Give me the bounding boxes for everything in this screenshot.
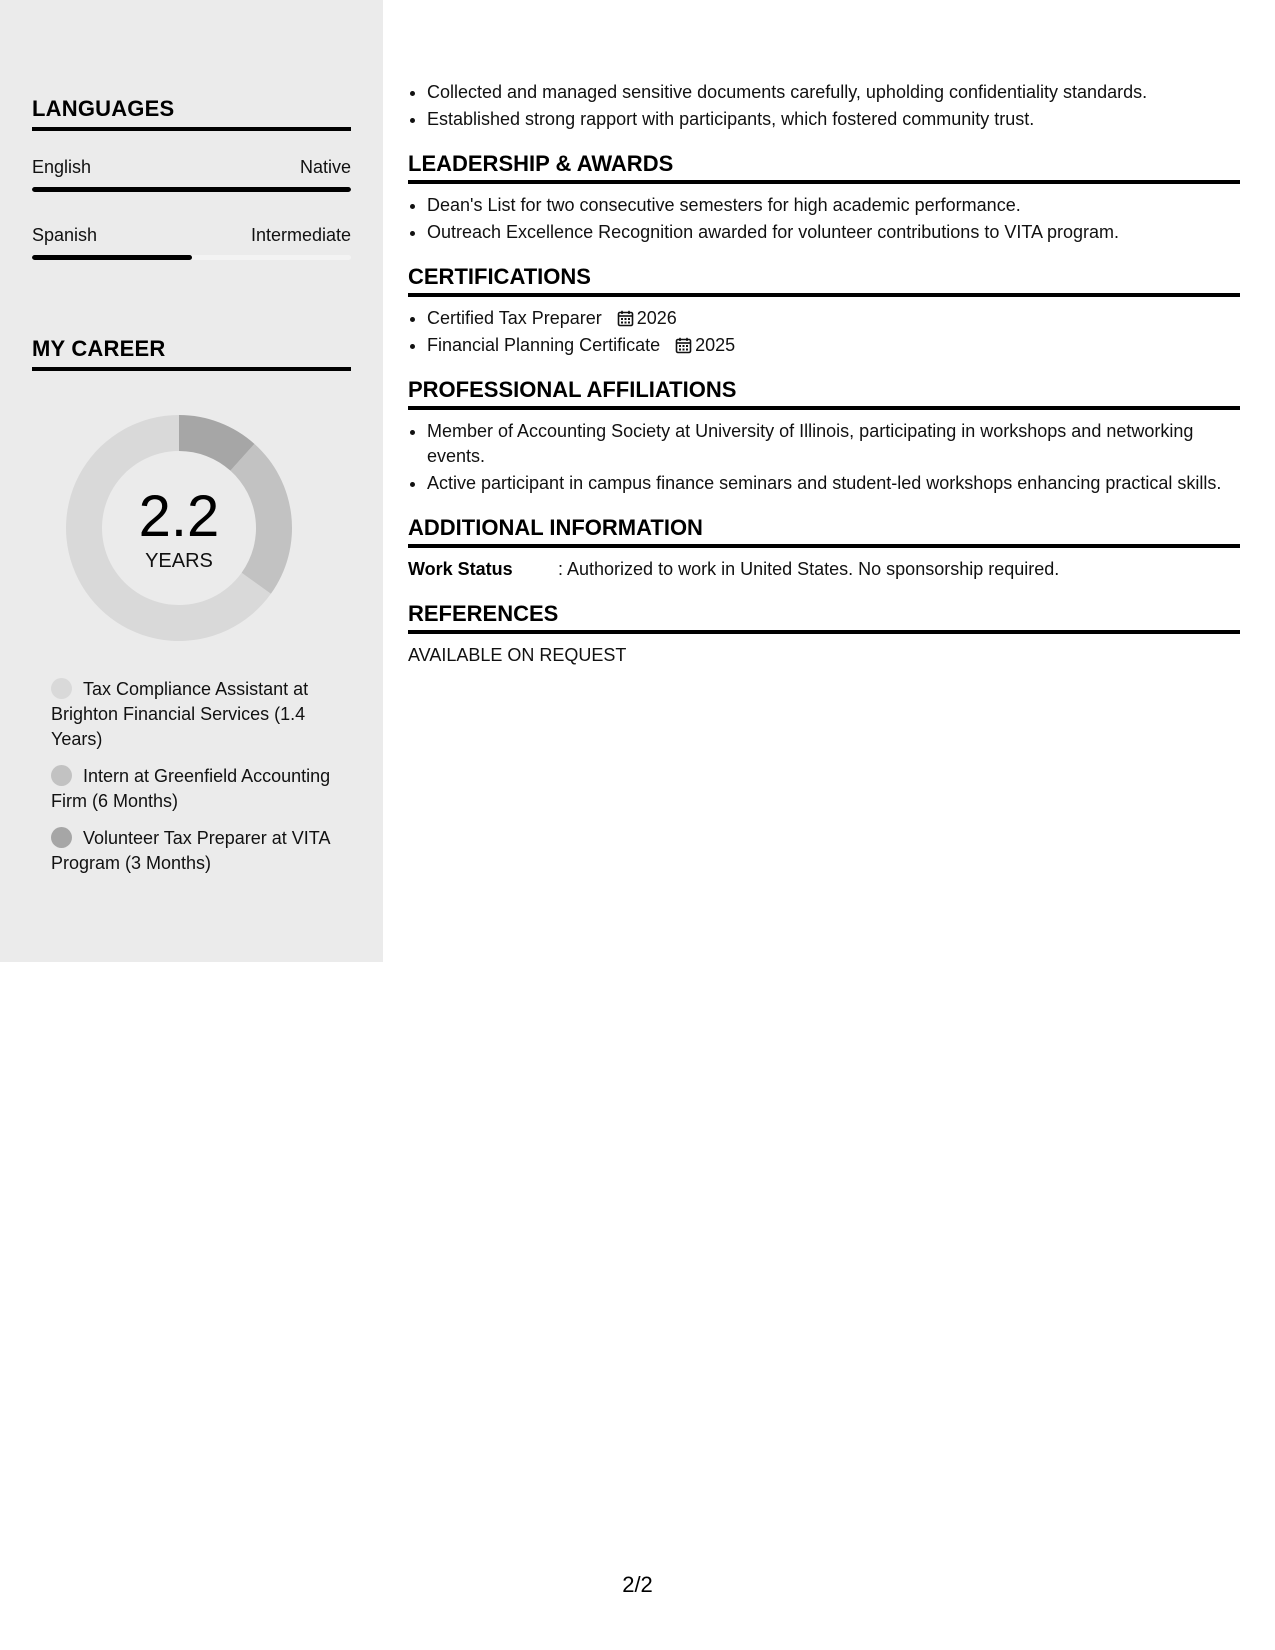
certifications-heading: CERTIFICATIONS (408, 264, 1240, 297)
career-total-value: 2.2 (138, 483, 220, 549)
language-row-english (32, 157, 351, 178)
career-donut-chart (66, 415, 292, 641)
certification-year: 2026 (636, 308, 677, 328)
additional-info-heading: ADDITIONAL INFORMATION (408, 515, 1240, 548)
list-item: • Active participant in campus finance seminars and student-led workshops enhancing practical skills. (427, 471, 1240, 496)
leadership-heading: LEADERSHIP & AWARDS (408, 151, 1240, 184)
language-bar-english (32, 187, 351, 192)
list-item: • Established strong rapport with participants, which fostered community trust. (427, 107, 1240, 132)
language-name: English (32, 157, 92, 177)
career-heading: MY CAREER (32, 336, 351, 371)
certification-date (617, 308, 677, 328)
legend-dot (51, 827, 72, 848)
certification-year: 2025 (695, 335, 736, 355)
career-total-unit: YEARS (145, 549, 213, 572)
list-item: • Outreach Excellence Recognition awarded for volunteer contributions to VITA program. (427, 220, 1240, 245)
certification-name: Financial Planning Certificate (427, 335, 661, 355)
language-bar-fill (32, 187, 351, 192)
calendar-icon (675, 337, 692, 354)
legend-dot (51, 678, 72, 699)
certification-name: Certified Tax Preparer (427, 308, 602, 328)
legend-label: Intern at Greenfield Accounting Firm (6 Months) (51, 766, 331, 811)
language-bar-fill (32, 255, 192, 260)
legend-label: Volunteer Tax Preparer at VITA Program (3 Months) (51, 828, 330, 873)
leadership-list (408, 193, 1240, 245)
languages-heading: LANGUAGES (32, 96, 351, 131)
work-status-value: : Authorized to work in United States. No sponsorship required. (558, 559, 1060, 579)
legend-item (51, 764, 341, 814)
certifications-list (408, 306, 1240, 358)
references-heading: REFERENCES (408, 601, 1240, 634)
legend-dot (51, 765, 72, 786)
list-item: • Collected and managed sensitive documents carefully, upholding confidentiality standards. (427, 80, 1240, 105)
list-item: • Dean's List for two consecutive semesters for high academic performance. (427, 193, 1240, 218)
references-text: AVAILABLE ON REQUEST (408, 645, 627, 665)
list-item: • Member of Accounting Society at University of Illinois, participating in workshops and networking events. (427, 419, 1240, 469)
list-item (427, 306, 1240, 331)
legend-item (51, 826, 341, 876)
language-bar-spanish (32, 255, 351, 260)
legend-label: Tax Compliance Assistant at Brighton Financial Services (1.4 Years) (51, 679, 309, 749)
main-content (408, 80, 1240, 668)
donut-center (66, 415, 292, 641)
sidebar (0, 0, 383, 962)
experience-bullets (408, 80, 1240, 132)
career-legend (51, 677, 351, 876)
language-row-spanish (32, 225, 351, 246)
page-number: 2/2 (622, 1572, 653, 1597)
language-name: Spanish (32, 225, 98, 245)
language-level: Intermediate (250, 225, 351, 245)
affiliations-list (408, 419, 1240, 496)
legend-item (51, 677, 341, 752)
certification-date (675, 335, 735, 355)
calendar-icon (617, 310, 634, 327)
work-status-label: Work Status (408, 559, 513, 579)
work-status-row (408, 557, 1240, 582)
list-item (427, 333, 1240, 358)
affiliations-heading: PROFESSIONAL AFFILIATIONS (408, 377, 1240, 410)
language-level: Native (299, 157, 351, 177)
